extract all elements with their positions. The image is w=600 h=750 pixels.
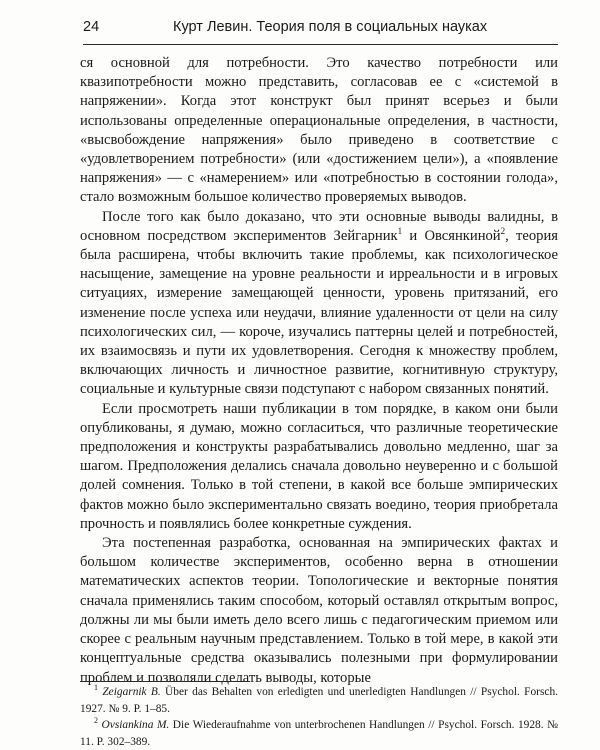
footnote-2-mark: 2 (94, 716, 98, 726)
page-number: 24 (83, 19, 100, 35)
footnote-1-mark: 1 (94, 683, 98, 693)
footnote-1-text: Über das Behalten von erledigten und unerledigten Handlungen // Psychol. Forsch. 1927. № 9. P. 1–85. (80, 686, 558, 715)
running-title: Курт Левин. Теория поля в социальных науках (173, 19, 488, 35)
paragraph-3: Если просмотреть наши публикации в том порядке, в каком они были опубликованы, я думаю, можно согласиться, что различные теоретические предположения и конструкты разрабатывались довольно медленно, шаг за шагом. Предположения делались сначала довольно неуверенно и с большой долей сомнения. Только в той степени, в какой все больше эмпирических фактов можно было экспериментально связать воедино, теория приобретала прочность и появлялись более конкретные суждения. (80, 400, 558, 532)
footnote-2 (80, 717, 558, 750)
footnote-ref-1[interactable]: 1 (397, 225, 403, 236)
paragraph-1: ся основной для потребности. Это качество потребности или квазипотребности можно представить, согласовав ее с «системой в напряжении». Когда этот конструкт был принят всерьез и были использованы определенные операциональные определения, в частности, «высвобождение напряжения» было приведено в соответствие с «удовлетворением потребности» (или «достижением цели»), а «появление напряжения» — с «намерением» или «потребностью в состоянии голода», стало возможным большое количество проверяемых выводов. (80, 55, 558, 206)
header-rule (83, 44, 558, 45)
footnote-ref-2[interactable]: 2 (500, 225, 506, 236)
paragraph-2-part-a: После того как было доказано, что эти основные выводы валидны, в основном посредством экспериментов Зейгарник (80, 208, 558, 244)
footnote-2-author: Ovsiankina M. (101, 719, 170, 731)
paragraph-2-part-b: и Овсянкиной (402, 227, 501, 244)
paragraph-2-part-c: , теория была расширена, чтобы включить такие проблемы, как психологическое насыщение, замещение на уровне реальности и ирреальности и в игровых ситуациях, измерение замещающей ценности, уровень притязаний, его изменение после успеха или неудачи, влияние удаленности от цели на силу психологических сил, — короче, изучались паттерны целей и потребностей, их взаимосвязь и пути их удовлетворения. Сегодня к множеству проблем, включающих личность и личностное развитие, когнитивную структуру, социальные и культурные связи подступают с набором связанных понятий. (80, 227, 558, 398)
paragraph-4: Эта постепенная разработка, основанная на эмпирических фактах и большом количестве экспериментов, особенно верна в отношении математических аспектов теории. Топологические и векторные понятия сначала применялись таким способом, который оставлял открытым вопрос, должны ли мы были иметь дело всего лишь с педагогическим приемом или скорее с реальным научным представлением. Только в той мере, в какой эти концептуальные средства оказывались полезными при формулировании проблем и позволяли сделать выводы, которые (80, 535, 558, 686)
footnote-1 (80, 684, 558, 717)
page-header (83, 19, 558, 41)
footnote-2-text: Die Wiederaufnahme von unterbrochenen Handlungen // Psychol. Forsch. 1928. № 11. P. 302–389. (80, 719, 558, 748)
footnotes (80, 684, 558, 750)
footnote-1-author: Zeigarnik B. (102, 686, 161, 698)
main-text (80, 54, 558, 688)
footnote-rule (80, 681, 250, 682)
paragraph-2 (80, 208, 558, 400)
